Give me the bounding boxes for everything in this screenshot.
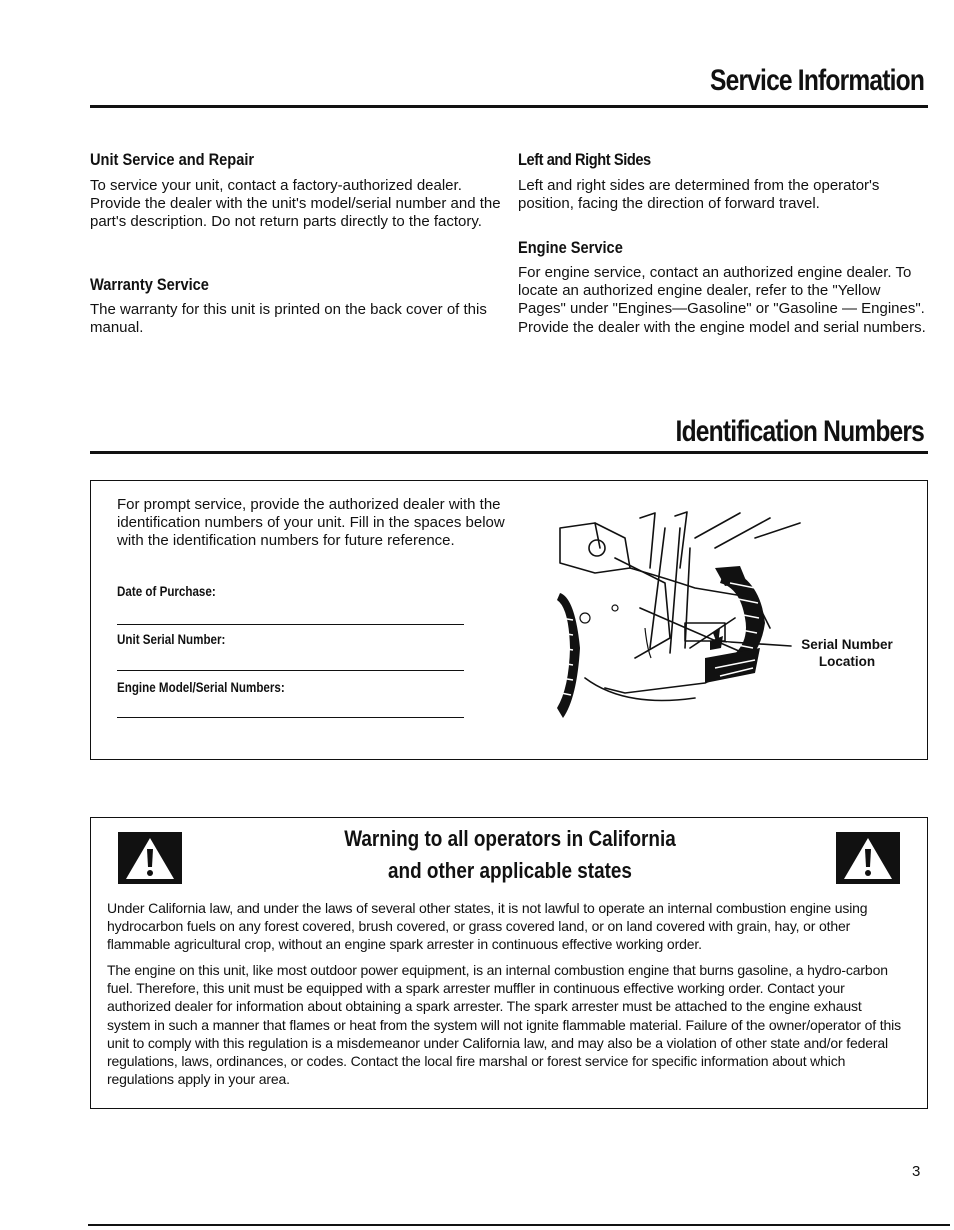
warranty-title: Warranty Service xyxy=(90,275,209,294)
warning-title-line-2: and other applicable states xyxy=(388,858,632,883)
identification-intro: For prompt service, provide the authorized dealer with the identification numbers of your unit. Fill in the spaces below with the identification numbers for future reference. xyxy=(117,496,505,550)
date-of-purchase-field[interactable] xyxy=(117,624,464,625)
warning-title-line-1: Warning to all operators in California xyxy=(344,826,676,851)
warning-paragraph-1: Under California law, and under the laws of several other states, it is not lawful to operate an internal combustion engine using hydrocarbon fuels on any forest covered, brush covered, or grass covered land, or on land covered with grain, hay, or other flammable agricultural crop, without an engine spark arrester in continuous effective working order. xyxy=(107,900,868,953)
date-of-purchase-label: Date of Purchase: xyxy=(117,584,216,599)
warranty-text: The warranty for this unit is printed on the back cover of this manual. xyxy=(90,301,487,337)
engine-model-label: Engine Model/Serial Numbers: xyxy=(117,680,285,695)
warning-triangle-icon-right xyxy=(836,832,900,884)
engine-service-title: Engine Service xyxy=(518,238,623,257)
warning-paragraph-2: The engine on this unit, like most outdoor power equipment, is an internal combustion engine that burns gasoline, a hydro-carbon fuel. Therefore, this unit must be equipped with a spark arrester muffler in continuous effective working order. Contact your authorized dealer for information about obtaining a spark arrester. The spark arrester must be attached to the engine exhaust system in such a manner that flames or heat from the system will not ignite flammable material. Failure of the owner/operator of this unit to comply with this regulation is a misdemeanor under California law, and may also be a violation of other state and/or federal regulations, laws, ordinances, or codes. Contact the local fire marshal or forest service for specific information about which regulations apply in your area. xyxy=(107,962,901,1088)
unit-service-text: To service your unit, contact a factory-authorized dealer. Provide the dealer with the unit's model/serial number and the part's description. Do not return parts directly to the factory. xyxy=(90,177,501,231)
service-heading: Service Information xyxy=(709,64,924,97)
engine-model-field[interactable] xyxy=(117,717,464,718)
serial-number-callout xyxy=(792,636,902,670)
service-heading-rule xyxy=(90,105,928,108)
snowblower-illustration xyxy=(555,508,805,733)
unit-service-title: Unit Service and Repair xyxy=(90,150,255,169)
sides-text: Left and right sides are determined from the operator's position, facing the direction of forward travel. xyxy=(518,177,880,213)
unit-serial-label: Unit Serial Number: xyxy=(117,632,226,647)
callout-line-2: Location xyxy=(818,654,876,669)
sides-title: Left and Right Sides xyxy=(518,150,651,169)
bottom-rule xyxy=(88,1224,950,1226)
warning-triangle-icon xyxy=(118,832,182,884)
callout-line-1: Serial Number xyxy=(801,637,893,652)
unit-serial-field[interactable] xyxy=(117,670,464,671)
identification-heading-rule xyxy=(90,451,928,454)
identification-heading: Identification Numbers xyxy=(675,415,924,448)
engine-service-text: For engine service, contact an authorized engine dealer. To locate an authorized engine dealer, refer to the "Yellow Pages" under "Engines—Gasoline" or "Gasoline — Engines". Provide the dealer with the engine model and serial numbers. xyxy=(518,264,926,336)
page-number: 3 xyxy=(912,1163,921,1180)
